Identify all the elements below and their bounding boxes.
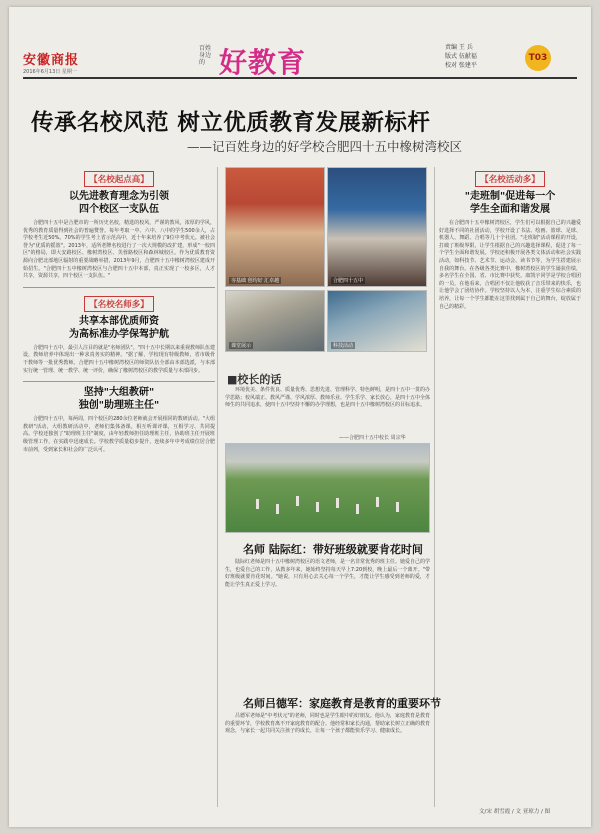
article-subtitle: 四个校区一支队伍 [79,204,159,215]
student-figure [276,504,279,514]
editor-line: 版式 伍献福 [445,53,477,60]
article-body: 合肥四十五中是合肥市的一所历史名校，精选的校风，严谨的教风，浓厚的学风，优秀的教育质量得到社会的普遍赞誉。每年考取一中、六中、八中的学生500余人，占学校考生近50%。70%的学生考上省示范高中，近十年来培养了9位中考状元。被社会誉为"优质的摇篮"。2013年，适所老牌名校进行了一次大规模的改扩建，形成"一校四区"的格局，即大安路校区、橡树湾校区、芙蓉路校区和森林城校区。作为优质教育资源向合肥北部地区辐射的重要战略举措，2013年9月，合肥四十五中橡树湾校区建成开始招生。"合肥四十五中橡树湾校区与合肥四十五中本部，真正实现了一校多区，人才共享，资源共享，四个校区一支队伍。" [23,220,215,280]
student-figure [376,497,379,507]
photo-students-performance [327,167,427,287]
newspaper-logo: 安徽商报 [23,53,80,68]
editor-credits [445,43,477,70]
photo-caption: 课堂展示 [231,343,252,349]
section-title: 好教育 [219,46,307,79]
section-tag: 百姓身边的 [199,45,212,66]
photo-caption: 科技活动 [333,343,354,349]
teacher-profile-title: 名师吕德军：家庭教育是教育的重要环节 [243,697,441,710]
article-body: 在合肥四十五中橡树湾校区，学生们可以根据自己的兴趣爱好选择不同的社团活动，学校开设了书法、绘画、篮球、足球、机器人、舞蹈、合唱等几十个社团。"走班制"活动课程的开设，打破了班级界限，让学生根据自己的兴趣选择课程，促进了每一个学生全面和谐发展。学校还积极开展各类文体活动和社会实践活动，如科技节、艺术节、运动会、读书节等，为学生搭建展示自我的舞台。在各级各类比赛中，橡树湾校区的学生屡获佳绩，多名学生在全国、省、市比赛中获奖。康凯宇同学是学校合唱团的一员，在他看来，合唱团不仅让他收获了音乐带来的快乐，也让他学会了团结协作。学校坚持以人为本，注重学生综合素质的培养，让每一个学生都能在这里找到属于自己的舞台，绽放属于自己的精彩。 [439,220,581,310]
student-figure [356,504,359,514]
masthead [23,37,577,79]
photo-science-activity [327,290,427,352]
teacher-profile-text: 吕德军老师是"中考状元"的老师，同时也是学生眼中的好朋友。他认为，家庭教育是教育的重要环节，学校教育离不开家庭教育的配合。他经常和家长沟通，帮助家长树立正确的教育观念，与家长一起共同关注孩子的成长，让每一个孩子都能快乐学习、健康成长。 [225,713,431,735]
article-subtitle: 独创"助理班主任" [78,400,160,412]
principal-words-heading: ■校长的话 [227,373,282,386]
student-figure [256,499,259,509]
article-body: 合肥四十五中，最引人注目的就是"名师团队"。"四十五中长期以来重视教师队伍建设，教师培养中体现出一种求真务实的精神。"据了解，学校现有特级教师，省市级骨干教师等一批优秀教师。合肥四十五中橡树湾校区的师资队伍全部由本部选派，与本部实行统一管理、统一教学、统一评价，确保了橡树湾校区的教学质量与本部同步。 [23,344,215,374]
article-subtitle: 以先进教育理念为引领 [69,191,169,202]
photo-credit: 文/宋 胡雪霞 / 文 亚琼力 / 图 [479,809,551,815]
section-kicker: 【名校活动多】 [475,171,545,187]
column-divider [434,167,435,807]
principal-signature: ——合肥四十五中校长 周宗华 [339,435,406,441]
article-subtitle: 学生全面和谐发展 [470,204,550,215]
student-figure [296,496,299,506]
photo-sports-field [225,443,430,533]
main-headline: 传承名校风范 树立优质教育发展新标杆 [31,110,431,136]
newspaper-page [9,7,591,827]
column-divider [217,167,218,807]
section-kicker: 【名校起点高】 [84,171,154,187]
article-subtitle: 坚持"大组教研" [83,387,155,399]
editor-line: 校对 张建平 [445,62,477,69]
student-figure [316,502,319,512]
editor-line: 责编 王 兵 [445,44,473,51]
page-code-badge: T03 [525,45,551,71]
article-subtitle: 为高标准办学保驾护航 [69,328,169,340]
teacher-profile-title: 名师 陆际红：带好班级就要肯花时间 [243,543,423,556]
article-subtitle: 共享本部优质师资 [79,315,159,327]
issue-date: 2016年6月13日 星期一 [23,69,77,75]
section-kicker: 【名校名师多】 [84,296,154,312]
article-body: 合肥四十五中，每两周，四个校区的280余位老师就会开展相同的教研活动。"大组教研"活动，大组教研活动中，老师们集体备课，相互听课评课，互相学习、共同提高。学校还独创了"助理班主任"制度，由年轻教师担任助理班主任，协助班主任开展班级管理工作，在实践中迅速成长。学校教学质量稳步提升，连续多年中考成绩位居合肥市前列，受到家长和社会的广泛认可。 [23,416,215,453]
principal-words-text: 环境优美、条件优良、质量优秀、思想先进、管理科学、特色鲜明，是四十五中一贯的办学思路；校风端正、教风严谨、学风浓厚、教师乐业、学生乐学、家长放心，是四十五中全体师生的共同追求，使四十五中坚持不懈的办学理想，也是四十五中橡树湾校区的目标追求。 [225,387,431,409]
sub-headline: ——记百姓身边的好学校合肥四十五中橡树湾校区 [187,139,463,154]
photo-caption: 夯基础 创均好 汇卓越 [231,278,280,284]
article-subtitle: "走班制"促进每一个 [464,191,556,202]
student-figure [396,502,399,512]
student-figure [336,498,339,508]
teacher-profile-text: 陆际红老师是四十五中橡树湾校区的语文老师，是一名非常优秀的班主任。她爱自己的学生，也爱自己的工作，从教多年来，她始终坚持每天早上7:20到校，晚上最后一个离开。"带好班级就要肯花时间。"她说，只有用心去关心每一个学生，才能让学生感受到老师的爱，才能让学生真正爱上学习。 [225,559,431,588]
photo-classroom [225,290,325,352]
photo-teachers-stage [225,167,325,287]
right-column [439,167,581,311]
photo-caption: 合肥四十五中 [333,278,364,284]
left-column [23,167,215,454]
